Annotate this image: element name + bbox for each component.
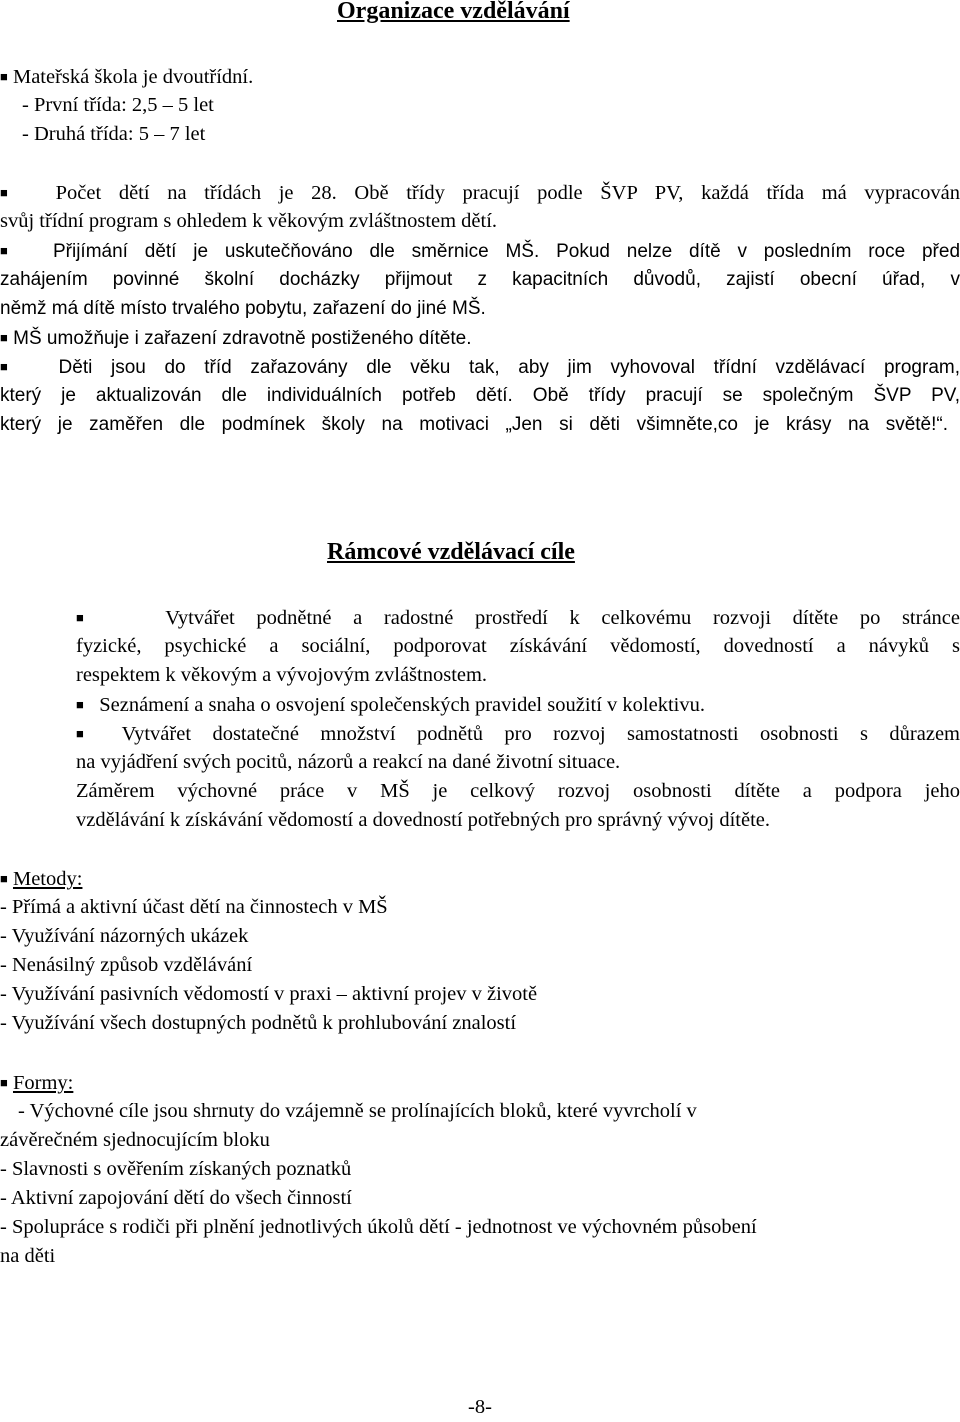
metody-item: - Využívání všech dostupných podnětů k prohlubování znalostí	[0, 1012, 517, 1034]
metody-item: - Využívání pasivních vědomostí v praxi – aktivní projev v životě	[0, 983, 538, 1005]
formy-item-3: - Aktivní zapojování dětí do všech činností	[0, 1187, 352, 1209]
sub-item-prvni-trida: - První třída: 2,5 – 5 let	[22, 94, 214, 116]
metody-item: - Nenásilný způsob vzdělávání	[0, 954, 253, 976]
bullet-icon: ■	[0, 69, 8, 84]
formy-item-4-line1: - Spolupráce s rodiči při plnění jednotlivých úkolů dětí - jednotnost ve výchovném působení	[0, 1216, 757, 1238]
bullet-icon: ■	[0, 359, 22, 374]
cil-1-line3: respektem k věkovým a vývojovým zvláštnostem.	[76, 664, 488, 686]
paragraph-prijimani-line3: němž má dítě místo trvalého pobytu, zařazení do jiné MŠ.	[0, 298, 486, 319]
sub-item-druha-trida: - Druhá třída: 5 – 7 let	[22, 123, 206, 145]
cil-1-line1: ■ Vytvářet podnětné a radostné prostředí k celkovému rozvoji dítěte po stránce	[76, 607, 960, 629]
bullet-icon: ■	[0, 330, 8, 345]
paragraph-pocet-deti-line2: svůj třídní program s ohledem k věkovým zvláštnostem dětí.	[0, 210, 498, 232]
cil-4-line1: Záměrem výchovné práce v MŠ je celkový rozvoj osobnosti dítěte a podpora jeho	[76, 780, 960, 802]
bullet-item-dvoutridni	[0, 62, 253, 92]
paragraph-deti-line1: ■ Děti jsou do tříd zařazovány dle věku tak, aby jim vyhovoval třídní vzdělávací program,	[0, 357, 960, 378]
formy-item-1-line2: závěrečném sjednocujícím bloku	[0, 1129, 270, 1151]
metody-item: - Přímá a aktivní účast dětí na činnostech v MŠ	[0, 896, 388, 918]
bullet-icon: ■	[0, 1075, 8, 1090]
section-title-ramcove-cile: Rámcové vzdělávací cíle	[327, 539, 575, 565]
cil-3-line1: ■ Vytvářet dostatečné množství podnětů pro rozvoj samostatnosti osobnosti s důrazem	[76, 723, 960, 745]
cil-4-line2: vzdělávání k získávání vědomostí a dovedností potřebných pro správný vývoj dítěte.	[76, 809, 770, 831]
cil-3-line2: na vyjádření svých pocitů, názorů a reakcí na dané životní situace.	[76, 751, 621, 773]
paragraph-prijimani-line1: ■ Přijímání dětí je uskutečňováno dle směrnice MŠ. Pokud nelze dítě v posledním roce před	[0, 241, 960, 262]
paragraph-pocet-deti-line1: ■ Počet dětí na třídách je 28. Obě třídy pracují podle ŠVP PV, každá třída má vypracován	[0, 182, 960, 204]
metody-item: - Využívání názorných ukázek	[0, 925, 249, 947]
paragraph-ms-zarazeni: ■ MŠ umožňuje i zařazení zdravotně postiženého dítěte.	[0, 328, 472, 349]
formy-item-4-line2: na děti	[0, 1245, 56, 1267]
bullet-icon: ■	[0, 871, 8, 886]
formy-item-1-line1: - Výchovné cíle jsou shrnuty do vzájemně se prolínajících bloků, které vyvrcholí v	[18, 1100, 697, 1122]
formy-heading: ■ Formy:	[0, 1072, 74, 1094]
paragraph-prijimani-line2: zahájením povinné školní docházky přijmout z kapacitních důvodů, zajistí obecní úřad, v	[0, 269, 960, 290]
cil-1-line2: fyzické, psychické a sociální, podporovat získávání vědomostí, dovedností a návyků s	[76, 635, 960, 657]
paragraph-deti-line3: který je zaměřen dle podmínek školy na motivaci „Jen si děti všimněte,co je krásy na světě!“.	[0, 414, 948, 435]
section-title-organizace: Organizace vzdělávání	[337, 0, 570, 24]
bullet-icon: ■	[0, 185, 21, 200]
cil-2: ■ Seznámení a snaha o osvojení společenských pravidel soužití v kolektivu.	[76, 694, 705, 716]
bullet-text: Mateřská škola je dvoutřídní.	[12, 66, 254, 88]
page-number: -8-	[468, 1396, 492, 1418]
bullet-icon: ■	[76, 697, 84, 712]
formy-item-2: - Slavnosti s ověřením získaných poznatků	[0, 1158, 352, 1180]
bullet-icon: ■	[76, 726, 101, 741]
bullet-icon: ■	[76, 610, 101, 625]
paragraph-deti-line2: který je aktualizován dle individuálních potřeb dětí. Obě třídy pracují se společným ŠVP PV,	[0, 385, 960, 406]
bullet-icon: ■	[0, 243, 20, 258]
metody-heading: ■ Metody:	[0, 868, 83, 890]
